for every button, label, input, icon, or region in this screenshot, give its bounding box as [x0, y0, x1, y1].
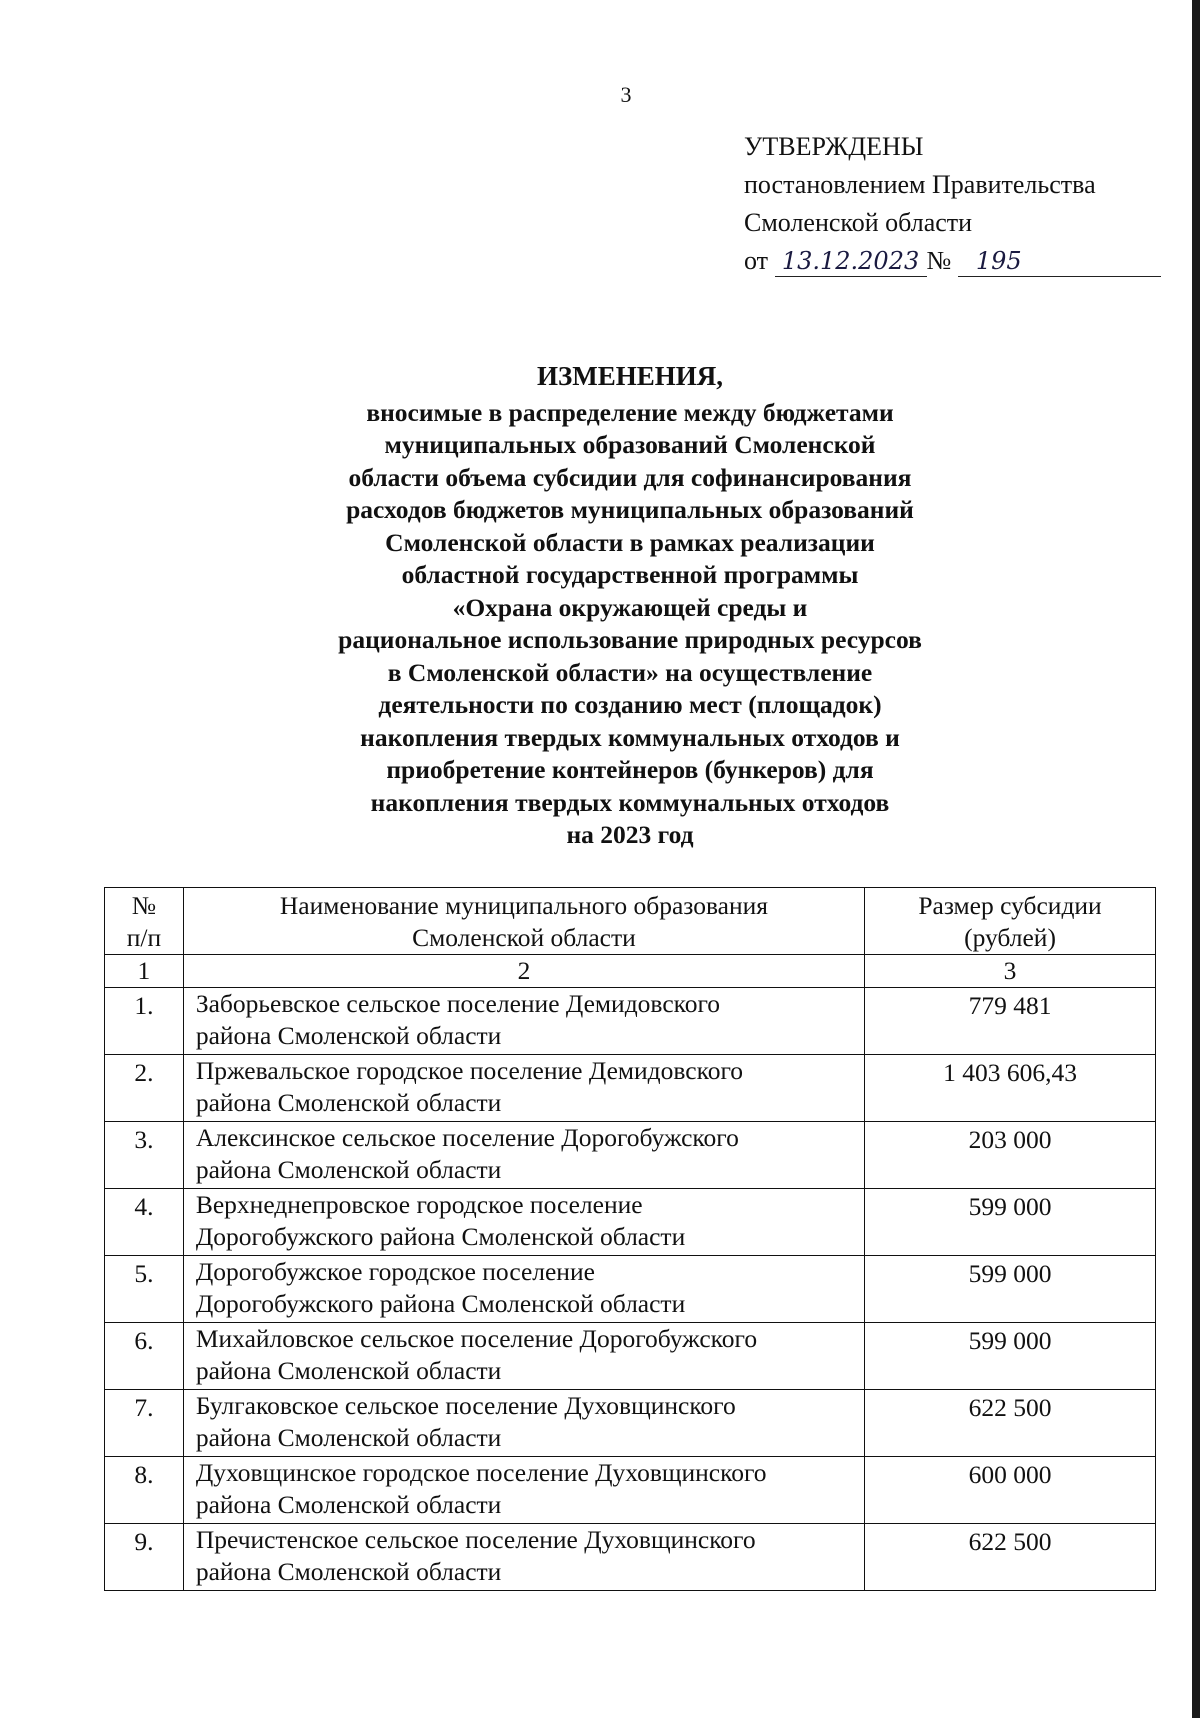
row-amount: 599 000 [865, 1256, 1156, 1323]
approval-title: УТВЕРЖДЕНЫ [744, 132, 924, 161]
table-header-row [105, 888, 1156, 955]
title-line: рациональное использование природных ресурсов [338, 625, 922, 654]
row-amount: 599 000 [865, 1323, 1156, 1390]
title-line: области объема субсидии для софинансирования [348, 462, 912, 492]
title-line: вносимые в распределение между бюджетами [366, 397, 894, 427]
title-line: деятельности по созданию мест (площадок) [378, 690, 882, 719]
title-line: Смоленской области в рамках реализации [385, 527, 875, 557]
row-municipality: Дорогобужское городское поселение Дорогобужского района Смоленской области [183, 1256, 864, 1323]
table-row [105, 1055, 1156, 1122]
row-number: 5. [105, 1256, 184, 1323]
table-row [105, 1122, 1156, 1189]
header-municipality: Наименование муниципального образования Смоленской области [183, 888, 864, 955]
title-line: муниципальных образований Смоленской [384, 430, 876, 459]
handwritten-number: 195 [958, 246, 1161, 277]
row-number: 6. [105, 1323, 184, 1390]
index-cell: 3 [865, 955, 1156, 988]
date-prefix: от [744, 246, 769, 275]
row-number: 8. [105, 1457, 184, 1524]
table-row [105, 1524, 1156, 1591]
table-row [105, 1390, 1156, 1457]
approval-region-line: Смоленской области [744, 208, 973, 237]
title-line: накопления твердых коммунальных отходов [370, 787, 890, 817]
row-municipality: Заборьевское сельское поселение Демидовского района Смоленской области [183, 988, 864, 1055]
row-number: 4. [105, 1189, 184, 1256]
handwritten-date: 13.12.2023 [775, 246, 927, 277]
row-number: 3. [105, 1122, 184, 1189]
row-amount: 622 500 [865, 1390, 1156, 1457]
table-row [105, 1256, 1156, 1323]
title-line: в Смоленской области» на осуществление [387, 657, 873, 687]
row-municipality: Булгаковское сельское поселение Духовщинского района Смоленской области [183, 1390, 864, 1457]
table-row [105, 988, 1156, 1055]
page-number: 3 [620, 82, 632, 107]
approval-issuer-line: постановлением Правительства [744, 170, 1096, 199]
subsidy-table [104, 887, 1156, 1591]
table-row [105, 1457, 1156, 1524]
title-line: приобретение контейнеров (бункеров) для [386, 755, 874, 784]
row-amount: 599 000 [865, 1189, 1156, 1256]
title-line: областной государственной программы [401, 560, 859, 589]
row-number: 9. [105, 1524, 184, 1591]
row-number: 1. [105, 988, 184, 1055]
title-line: расходов бюджетов муниципальных образований [346, 495, 914, 524]
row-municipality: Духовщинское городское поселение Духовщинского района Смоленской области [183, 1457, 864, 1524]
title-line: на 2023 год [566, 820, 694, 849]
document-title [260, 360, 1000, 852]
row-amount: 1 403 606,43 [865, 1055, 1156, 1122]
index-cell: 2 [183, 955, 864, 988]
row-municipality: Алексинское сельское поселение Дорогобужского района Смоленской области [183, 1122, 864, 1189]
row-amount: 779 481 [865, 988, 1156, 1055]
row-municipality: Верхнеднепровское городское поселение Дорогобужского района Смоленской области [183, 1189, 864, 1256]
table-index-row [105, 955, 1156, 988]
title-line: накопления твердых коммунальных отходов и [360, 722, 900, 752]
row-municipality: Пржевальское городское поселение Демидовского района Смоленской области [183, 1055, 864, 1122]
row-amount: 203 000 [865, 1122, 1156, 1189]
row-amount: 622 500 [865, 1524, 1156, 1591]
row-number: 7. [105, 1390, 184, 1457]
approval-date-number-line [744, 242, 1164, 280]
row-municipality: Михайловское сельское поселение Дорогобужского района Смоленской области [183, 1323, 864, 1390]
header-number: № п/п [105, 888, 184, 955]
number-prefix: № [926, 246, 952, 275]
table-row [105, 1189, 1156, 1256]
approval-stamp-block [744, 128, 1164, 280]
scan-page-edge [1192, 0, 1200, 1718]
title-line: «Охрана окружающей среды и [452, 592, 808, 622]
title-main: ИЗМЕНЕНИЯ, [536, 361, 723, 391]
index-cell: 1 [105, 955, 184, 988]
table-row [105, 1323, 1156, 1390]
header-amount: Размер субсидии (рублей) [865, 888, 1156, 955]
row-municipality: Пречистенское сельское поселение Духовщинского района Смоленской области [183, 1524, 864, 1591]
row-number: 2. [105, 1055, 184, 1122]
row-amount: 600 000 [865, 1457, 1156, 1524]
